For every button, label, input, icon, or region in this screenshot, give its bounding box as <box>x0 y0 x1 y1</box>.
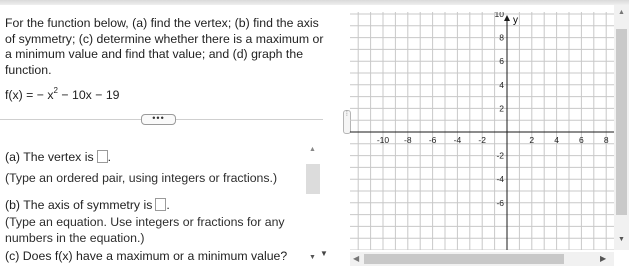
x-tick-label: -2 <box>478 135 486 145</box>
part-b-question: (b) The axis of symmetry is . <box>5 198 170 212</box>
x-tick-label: -6 <box>428 135 437 145</box>
y-tick-label: 6 <box>499 56 504 67</box>
part-a-question: (a) The vertex is . <box>5 150 112 164</box>
horizontal-scrollbar[interactable] <box>350 252 614 266</box>
scroll-down-icon[interactable]: ▼ <box>618 236 625 243</box>
answer-scrollbar[interactable] <box>306 146 320 267</box>
y-tick-label: 2 <box>499 103 504 114</box>
part-c-question: (c) Does f(x) have a maximum or a minimum value? <box>5 249 288 263</box>
function-suffix: − 10x − 19 <box>57 88 120 103</box>
scroll-right-icon[interactable]: ▶ <box>600 254 607 263</box>
vertical-scrollbar-thumb[interactable] <box>616 29 627 215</box>
horizontal-scrollbar-thumb[interactable] <box>364 254 564 264</box>
y-tick-label: 10 <box>494 12 504 19</box>
pane-splitter-handle[interactable]: ⋮ <box>343 110 351 134</box>
y-tick-label: -6 <box>496 197 504 208</box>
instructions-text: For the function below, (a) find the vertex; (b) find the axis of symmetry; (c) determine whether there is a maximum or a minimum value and find that value; and (d) graph the function. <box>5 16 324 77</box>
function-exponent: 2 <box>53 86 58 95</box>
y-axis-arrow <box>504 15 510 21</box>
x-tick-label: -10 <box>376 135 390 145</box>
scroll-left-icon[interactable]: ◀ <box>353 254 360 263</box>
x-tick-label: -4 <box>453 135 462 145</box>
chevron-down-icon[interactable]: ▼ <box>320 249 328 258</box>
part-b-hint: (Type an equation. Use integers or fractions for any numbers in the equation.) <box>5 215 285 245</box>
show-more-button[interactable]: ••• <box>141 114 176 125</box>
x-tick-label: 8 <box>603 135 609 145</box>
vertical-scrollbar[interactable] <box>614 5 629 250</box>
x-tick-label: 2 <box>529 135 535 145</box>
vertex-answer-box[interactable] <box>97 150 108 163</box>
y-tick-label: 8 <box>499 32 504 43</box>
part-a-hint: (Type an ordered pair, using integers or fractions.) <box>5 171 278 185</box>
y-axis-label: y <box>513 15 518 26</box>
answer-scrollbar-thumb[interactable] <box>306 164 320 194</box>
part-b-label: (b) The axis of symmetry is <box>5 198 153 212</box>
y-tick-label: -2 <box>496 150 504 161</box>
function-prefix: f(x) = − x <box>5 88 54 103</box>
y-tick-label: 4 <box>499 79 504 90</box>
question-pane <box>0 5 330 280</box>
scroll-up-icon[interactable]: ▲ <box>618 9 625 16</box>
x-tick-label: 4 <box>554 135 559 145</box>
axis-answer-box[interactable] <box>155 198 166 211</box>
y-tick-label: -4 <box>496 174 504 185</box>
scroll-down-icon[interactable]: ▼ <box>309 254 316 261</box>
scroll-up-icon[interactable]: ▲ <box>309 146 316 153</box>
function-definition <box>5 87 120 102</box>
coordinate-graph[interactable] <box>350 12 614 250</box>
x-tick-label: 6 <box>579 135 584 145</box>
part-a-label: (a) The vertex is <box>5 150 94 164</box>
x-tick-label: -8 <box>404 135 412 145</box>
